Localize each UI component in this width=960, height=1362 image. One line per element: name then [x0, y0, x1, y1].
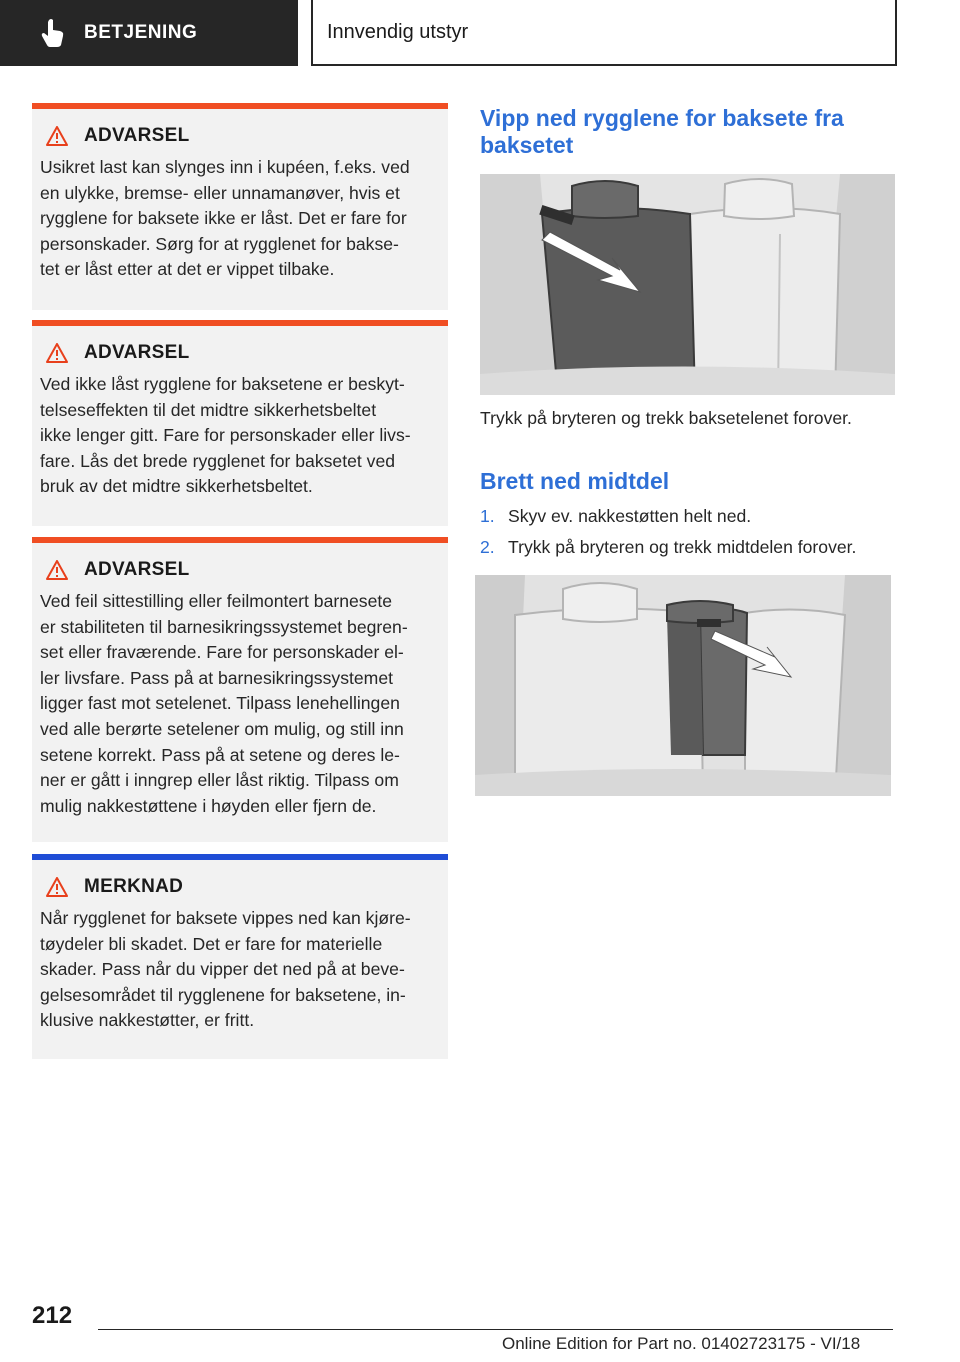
- warning-title: ADVARSEL: [84, 125, 190, 146]
- step-text: Trykk på bryteren og trekk midtdelen forover.: [508, 537, 857, 557]
- text-line: mulig nakkestøttene i høyden eller fjern de.: [40, 795, 377, 816]
- warning-triangle-icon: [46, 877, 68, 897]
- warning-text: [40, 589, 438, 819]
- footer-divider: [98, 1329, 893, 1330]
- text-line: Ved ikke låst rygglene for baksetene er beskyt-: [40, 374, 405, 394]
- warning-triangle-icon: [46, 560, 68, 580]
- chapter-header: [311, 0, 897, 66]
- text-line: bruk av det midtre sikkerhetsbeltet.: [40, 476, 313, 497]
- section-label: BETJENING: [84, 22, 198, 43]
- warning-title: ADVARSEL: [84, 559, 190, 580]
- chapter-title: Innvendig utstyr: [327, 20, 469, 43]
- warning-triangle-icon: [46, 343, 68, 363]
- text-line: setene korrekt. Pass på at setene og deres le-: [40, 744, 400, 765]
- text-line: skader. Pass når du vipper det ned på at beve-: [40, 959, 405, 980]
- text-line: Når rygglenet for baksete vippes ned kan kjøre-: [40, 908, 411, 928]
- text-line: ner er gått i inngrep eller låst riktig. Tilpass om: [40, 770, 399, 791]
- heading-line: baksetet: [480, 132, 574, 158]
- text-line: ikke lenger gitt. Fare for personskader eller livs-: [40, 425, 411, 446]
- warning-title: ADVARSEL: [84, 342, 190, 363]
- text-line: set eller fraværende. Fare for personskader el-: [40, 642, 404, 663]
- list-item: [480, 506, 751, 527]
- text-line: tet er låst etter at det er vippet tilbake.: [40, 259, 335, 280]
- text-line: en ulykke, bremse- eller unnamanøver, hvis et: [40, 182, 400, 203]
- hand-pointer-icon: [40, 18, 66, 48]
- step-number: 2.: [480, 537, 495, 557]
- caption-text: Trykk på bryteren og trekk baksetelenet forover.: [480, 408, 852, 428]
- text-line: er stabiliteten til barnesikringssystemet begren-: [40, 616, 408, 637]
- warning-box: [32, 103, 448, 310]
- text-line: Ved feil sittestilling eller feilmontert barnesete: [40, 591, 393, 611]
- backrest-fold-illustration: [480, 174, 895, 395]
- text-line: ved alle berørte setelener om mulig, og still inn: [40, 718, 404, 739]
- step-text: Skyv ev. nakkestøtten helt ned.: [508, 506, 752, 526]
- notice-box: [32, 854, 448, 1059]
- section-tab: [0, 0, 298, 66]
- text-line: personskader. Sørg for at rygglenet for bakse-: [40, 233, 399, 254]
- warning-box: [32, 537, 448, 842]
- warning-text: [40, 155, 438, 283]
- notice-text: [40, 906, 438, 1034]
- text-line: gelsesområdet til rygglenene for baksetene, in-: [40, 984, 406, 1005]
- text-line: rygglene for baksete ikke er låst. Det er fare for: [40, 208, 407, 229]
- text-line: ligger fast mot setelenet. Tilpass lenehellingen: [40, 693, 400, 714]
- step-number: 1.: [480, 506, 495, 526]
- section-heading: Brett ned midtdel: [480, 468, 670, 494]
- page-number: 212: [32, 1302, 73, 1329]
- text-line: tøydeler bli skadet. Det er fare for materielle: [40, 933, 383, 954]
- heading-line: Vipp ned rygglene for baksete fra: [480, 105, 844, 131]
- text-line: telseseffekten til det midtre sikkerhetsbeltet: [40, 399, 377, 420]
- warning-triangle-icon: [46, 126, 68, 146]
- text-line: Usikret last kan slynges inn i kupéen, f.eks. ved: [40, 157, 410, 177]
- text-line: ler livsfare. Pass på at barnesikringssystemet: [40, 667, 393, 688]
- section-heading: [480, 105, 880, 159]
- middle-section-fold-illustration: [475, 575, 891, 796]
- warning-text: [40, 372, 438, 500]
- list-item: [480, 537, 856, 558]
- warning-box: [32, 320, 448, 526]
- text-line: klusive nakkestøtter, er fritt.: [40, 1010, 255, 1031]
- footer-edition: Online Edition for Part no. 01402723175 - VI/18: [502, 1334, 861, 1353]
- notice-title: MERKNAD: [84, 876, 184, 897]
- text-line: fare. Lås det brede rygglenet for baksetet ved: [40, 450, 396, 471]
